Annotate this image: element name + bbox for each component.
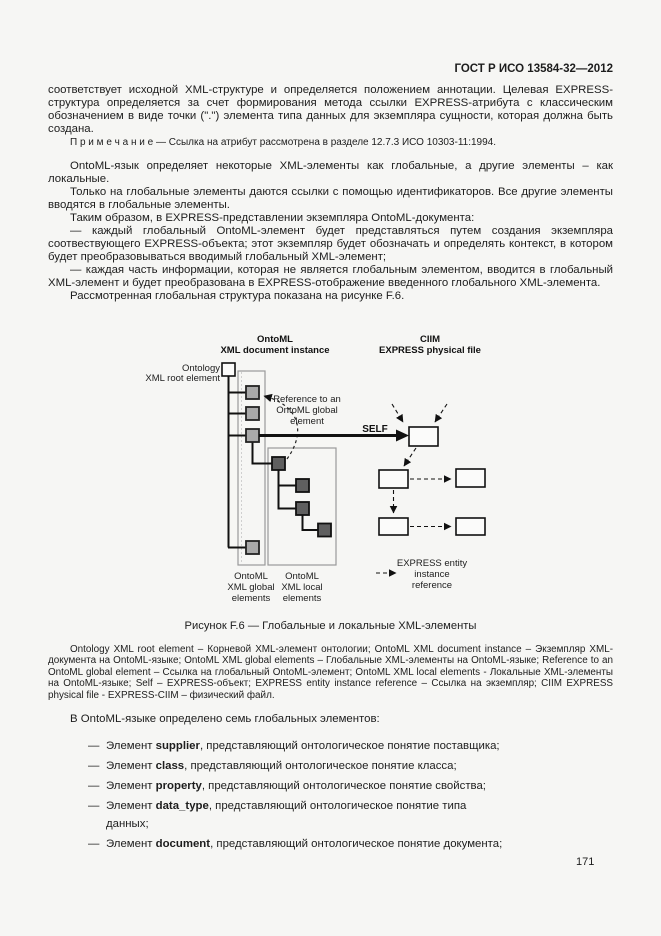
global-element-node (246, 386, 259, 399)
figure-caption: Рисунок F.6 — Глобальные и локальные XML-элементы (184, 620, 477, 632)
left-column-title: OntoML (257, 334, 293, 345)
list-item (88, 777, 613, 795)
local-tree-lines (279, 470, 297, 509)
legend-label: reference (411, 580, 453, 591)
paragraph: Рассмотренная глобальная структура показана на рисунке F.6. (70, 290, 405, 302)
local-group-label: XML local (281, 582, 323, 593)
list-intro: В OntoML-языке определено семь глобальных элементов: (70, 713, 380, 725)
global-group-label: XML global (227, 582, 275, 593)
list-item-post-wrap: данных; (106, 818, 149, 830)
global-elements-box (238, 371, 265, 565)
local-leaf-connector (303, 516, 319, 531)
list-item-dash: — (88, 800, 100, 812)
global-element-node (246, 429, 259, 442)
list-item (88, 737, 613, 755)
express-entity-box (456, 469, 485, 487)
list-item-pre: Элемент (106, 760, 156, 772)
list-item-post: , представляющий онтологическое понятие типа (208, 800, 467, 812)
self-arrow-head (396, 430, 409, 442)
global-element-node (246, 541, 259, 554)
global-group-label: elements (231, 593, 271, 604)
reference-label: OntoML global (276, 405, 338, 416)
document-standard-number: ГОСТ Р ИСО 13584-32—2012 (454, 63, 613, 75)
list-item-post: , представляющий онтологическое понятие класса; (184, 760, 457, 772)
express-entity-box (409, 427, 438, 446)
list-item-dash: — (88, 838, 100, 850)
local-group-label: elements (282, 593, 322, 604)
legend-label: instance (414, 569, 450, 580)
paragraph-dash-item: — каждый глобальный OntoML-элемент будет представляться путем создания экземпляра соотвествующего EXPRESS-объекта; этот экземпляр будет обозначать и определять контекст, в котором будет преобразовываться вводимый глобальный XML-элемент; (48, 225, 613, 263)
root-element-label: XML root element (145, 373, 220, 384)
express-entity-box (379, 518, 408, 535)
list-item-term: data_type (155, 800, 209, 812)
list-item-term: class (155, 760, 185, 772)
right-column-title: CIIM (419, 334, 441, 345)
local-element-node (272, 457, 285, 470)
global-elements-list (48, 737, 613, 855)
list-item-post: , представляющий онтологическое понятие документа; (210, 838, 503, 850)
right-column-subtitle: EXPRESS physical file (379, 345, 481, 356)
intro-text-block (48, 84, 613, 149)
page-number: 171 (576, 856, 595, 868)
list-item-post: , представляющий онтологическое понятие поставщика; (199, 740, 500, 752)
left-column-subtitle: XML document instance (220, 345, 330, 356)
entity-reference-arrow (404, 448, 416, 466)
paragraph: OntoML-язык определяет некоторые XML-элементы как глобальные, а другие элементы – как локальные. (48, 160, 613, 185)
list-item-post: , представляющий онтологическое понятие свойства; (201, 780, 486, 792)
list-item-text (106, 777, 613, 795)
list-item-dash: — (88, 760, 100, 772)
local-element-node (296, 479, 309, 492)
list-item-pre: Элемент (106, 838, 156, 850)
entity-reference-arrow (435, 404, 447, 422)
list-item-text (106, 737, 613, 755)
list-item-term: supplier (155, 740, 200, 752)
paragraph: Таким образом, в EXPRESS-представлении экземпляра OntoML-документа: (70, 212, 475, 224)
paragraph: Только на глобальные элементы даются ссылки с помощью идентификаторов. Все другие элементы вводятся в глобальные элементы. (48, 186, 613, 211)
paragraph-dash-item: — каждая часть информации, которая не является глобальным элементом, вводится в глобальный XML-элемент и будет преобразована в EXPRESS-отображение введенного глобального XML-элемента. (48, 264, 613, 289)
figure-footnote: Ontology XML root element – Корневой XML-элемент онтологии; OntoML XML document instance – Экземпляр XML-документа на OntoML-языке; OntoML XML global elements – Глобальные XML-элементы на OntoML-языке; Reference to an OntoML global element – Ссылка на глобальный OntoML-элемент; OntoML XML local elements - Локальные XML-элементы на OntoML-языке; Self – EXPRESS-объект; EXPRESS entity instance reference – Ссылка на экземпляр; CIIM EXPRESS physical file - EXPRESS-CIIM – физический файл. (48, 644, 613, 701)
local-element-node (318, 524, 331, 537)
list-item-pre: Элемент (106, 780, 156, 792)
list-item-pre: Элемент (106, 740, 156, 752)
root-element-label: Ontology (181, 363, 220, 374)
list-item-term: property (155, 780, 202, 792)
list-item (88, 835, 613, 853)
reference-label: Reference to an (273, 394, 341, 405)
legend-label: EXPRESS entity (396, 558, 468, 569)
express-entity-box (456, 518, 485, 535)
list-item-pre: Элемент (106, 800, 156, 812)
global-element-node (246, 407, 259, 420)
reference-label: element (290, 416, 324, 427)
paragraph: соответствует исходной XML-структуре и определяется положением аннотации. Целевая EXPRESS-структура определяется за счет формирования метода ссылки EXPRESS-атрибута с классическим обозначением в виде точки (".") элемента типа данных для экземпляра сущности, которая должна быть создана. (48, 84, 613, 135)
express-entity-box (379, 470, 408, 488)
self-label: SELF (362, 424, 388, 435)
local-element-node (296, 502, 309, 515)
list-item-text (106, 835, 613, 853)
list-item (88, 757, 613, 775)
root-element-node (222, 363, 235, 376)
global-group-label: OntoML (234, 571, 268, 582)
note-paragraph: П р и м е ч а н и е — Ссылка на атрибут рассмотрена в разделе 12.7.3 ИСО 10303-11:1994. (70, 137, 497, 148)
list-item-dash: — (88, 780, 100, 792)
figure-f6-diagram (140, 326, 540, 618)
list-item (88, 797, 613, 833)
global-to-local-connector (253, 442, 273, 464)
list-item-text (106, 797, 613, 833)
list-item-term: document (155, 838, 211, 850)
local-group-label: OntoML (285, 571, 319, 582)
diagram-canvas (140, 326, 540, 618)
main-text-block (48, 160, 613, 303)
global-branch-lines (228, 393, 246, 548)
list-item-dash: — (88, 740, 100, 752)
entity-reference-arrow (392, 404, 403, 422)
list-item-text (106, 757, 613, 775)
